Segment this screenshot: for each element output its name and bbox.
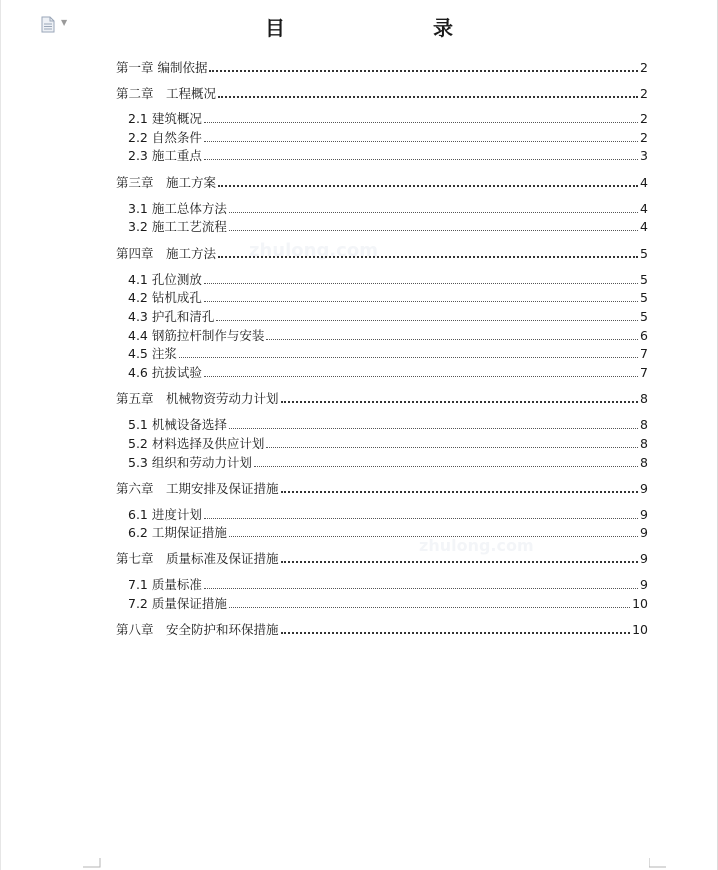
toc-chapter-label: 第一章 编制依据 bbox=[116, 60, 208, 75]
toc-section-entry[interactable] bbox=[128, 596, 648, 612]
toc-dot-leader bbox=[179, 357, 638, 358]
toc-page-number: 5 bbox=[640, 290, 648, 305]
toc-section-entry[interactable] bbox=[128, 309, 648, 325]
toc-page-number: 3 bbox=[640, 148, 648, 163]
toc-chapter-entry[interactable] bbox=[116, 391, 648, 407]
toc-section-label: 5.3 组织和劳动力计划 bbox=[128, 455, 252, 470]
toc-dot-leader bbox=[204, 122, 638, 123]
toc-section-label: 4.3 护孔和清孔 bbox=[128, 309, 215, 324]
toc-section-entry[interactable] bbox=[128, 365, 648, 381]
toc-page-number: 5 bbox=[640, 309, 648, 324]
toc-page-number: 9 bbox=[640, 507, 648, 522]
toc-page-number: 6 bbox=[640, 328, 648, 343]
toc-page-number: 2 bbox=[640, 111, 648, 126]
toc-dot-leader bbox=[266, 339, 638, 340]
toc-chapter-label: 第二章 工程概况 bbox=[116, 86, 217, 101]
toc-page-number: 5 bbox=[640, 272, 648, 287]
toc-section-label: 4.6 抗拔试验 bbox=[128, 365, 202, 380]
toc-section-entry[interactable] bbox=[128, 130, 648, 146]
toc-page-number: 8 bbox=[640, 455, 648, 470]
toc-section-label: 4.2 钻机成孔 bbox=[128, 290, 202, 305]
toc-page-number: 4 bbox=[640, 219, 648, 234]
toc-page-number: 5 bbox=[640, 246, 648, 261]
page-corner-mark bbox=[83, 858, 101, 868]
toc-page-number: 2 bbox=[640, 130, 648, 145]
toc-dot-leader bbox=[218, 185, 638, 187]
toc-chapter-entry[interactable] bbox=[116, 60, 648, 76]
toc-page-number: 10 bbox=[632, 622, 648, 637]
toc-chapter-label: 第八章 安全防护和环保措施 bbox=[116, 622, 279, 637]
toc-page-number: 8 bbox=[640, 436, 648, 451]
toc-chapter-entry[interactable] bbox=[116, 175, 648, 191]
toc-section-label: 2.3 施工重点 bbox=[128, 148, 202, 163]
toc-dot-leader bbox=[229, 230, 638, 231]
toc-chapter-entry[interactable] bbox=[116, 481, 648, 497]
toc-section-label: 7.2 质量保证措施 bbox=[128, 596, 227, 611]
toc-section-label: 3.2 施工工艺流程 bbox=[128, 219, 227, 234]
toc-section-entry[interactable] bbox=[128, 507, 648, 523]
toc-page-number: 7 bbox=[640, 365, 648, 380]
toc-chapter-label: 第三章 施工方案 bbox=[116, 175, 217, 190]
toc-chapter-label: 第五章 机械物资劳动力计划 bbox=[116, 391, 279, 406]
toc-dot-leader bbox=[229, 212, 638, 213]
toc-page-number: 9 bbox=[640, 525, 648, 540]
toc-section-label: 7.1 质量标准 bbox=[128, 577, 202, 592]
toc-dot-leader bbox=[281, 632, 631, 634]
toc-page-number: 4 bbox=[640, 175, 648, 190]
toc-chapter-entry[interactable] bbox=[116, 622, 648, 638]
toc-section-entry[interactable] bbox=[128, 290, 648, 306]
toc-section-entry[interactable] bbox=[128, 346, 648, 362]
toc-section-entry[interactable] bbox=[128, 525, 648, 541]
toc-dot-leader bbox=[229, 536, 638, 537]
toc-section-label: 2.1 建筑概况 bbox=[128, 111, 202, 126]
toc-chapter-entry[interactable] bbox=[116, 246, 648, 262]
toc-section-label: 2.2 自然条件 bbox=[128, 130, 202, 145]
toc-page-number: 9 bbox=[640, 577, 648, 592]
toc-section-entry[interactable] bbox=[128, 417, 648, 433]
toc-dot-leader bbox=[209, 70, 638, 72]
toc-section-entry[interactable] bbox=[128, 201, 648, 217]
toc-dot-leader bbox=[204, 376, 638, 377]
toc-dot-leader bbox=[204, 518, 638, 519]
toc-dot-leader bbox=[204, 588, 638, 589]
page-corner-mark bbox=[649, 858, 667, 868]
toc-page-number: 8 bbox=[640, 417, 648, 432]
toc-dot-leader bbox=[281, 561, 639, 563]
toc-page-number: 9 bbox=[640, 481, 648, 496]
watermark-text: zhulong.com bbox=[419, 536, 534, 555]
toc-chapter-entry[interactable] bbox=[116, 551, 648, 567]
watermark-text: zhulong.com bbox=[249, 240, 378, 261]
toc-page-number: 9 bbox=[640, 551, 648, 566]
toc-section-entry[interactable] bbox=[128, 219, 648, 235]
toc-section-entry[interactable] bbox=[128, 455, 648, 471]
toc-section-label: 4.1 孔位测放 bbox=[128, 272, 202, 287]
toc-dot-leader bbox=[218, 96, 638, 98]
toc-dot-leader bbox=[218, 256, 638, 258]
toc-page-number: 2 bbox=[640, 60, 648, 75]
toc-chapter-label: 第六章 工期安排及保证措施 bbox=[116, 481, 279, 496]
toc-page-number: 4 bbox=[640, 201, 648, 216]
toc-dot-leader bbox=[204, 141, 638, 142]
toc-dot-leader bbox=[281, 491, 639, 493]
toc-page-number: 10 bbox=[632, 596, 648, 611]
toc-dot-leader bbox=[229, 428, 638, 429]
toc-section-entry[interactable] bbox=[128, 272, 648, 288]
chevron-down-icon[interactable]: ▼ bbox=[61, 18, 68, 27]
toc-page-number: 8 bbox=[640, 391, 648, 406]
toc-page-number: 7 bbox=[640, 346, 648, 361]
toc-dot-leader bbox=[204, 159, 638, 160]
toc-chapter-label: 第七章 质量标准及保证措施 bbox=[116, 551, 279, 566]
toc-section-entry[interactable] bbox=[128, 148, 648, 164]
toc-section-entry[interactable] bbox=[128, 577, 648, 593]
toc-dot-leader bbox=[254, 466, 638, 467]
toc-section-label: 6.1 进度计划 bbox=[128, 507, 202, 522]
toc-section-entry[interactable] bbox=[128, 328, 648, 344]
toc-dot-leader bbox=[216, 320, 638, 321]
toc-section-label: 4.5 注浆 bbox=[128, 346, 177, 361]
toc-section-label: 4.4 钢筋拉杆制作与安装 bbox=[128, 328, 265, 343]
toc-section-label: 6.2 工期保证措施 bbox=[128, 525, 227, 540]
toc-dot-leader bbox=[266, 447, 638, 448]
toc-chapter-entry[interactable] bbox=[116, 86, 648, 102]
page-title: 目 录 bbox=[265, 16, 489, 40]
toc-dot-leader bbox=[204, 301, 638, 302]
toc-dot-leader bbox=[204, 283, 638, 284]
toc-dot-leader bbox=[229, 607, 630, 608]
toc-chapter-label: 第四章 施工方法 bbox=[116, 246, 217, 261]
toc-section-label: 5.1 机械设备选择 bbox=[128, 417, 227, 432]
toc-section-label: 5.2 材料选择及供应计划 bbox=[128, 436, 265, 451]
toc-dot-leader bbox=[281, 401, 639, 403]
toc-section-entry[interactable] bbox=[128, 111, 648, 127]
toc-section-entry[interactable] bbox=[128, 436, 648, 452]
toc-section-label: 3.1 施工总体方法 bbox=[128, 201, 227, 216]
toc-page-number: 2 bbox=[640, 86, 648, 101]
